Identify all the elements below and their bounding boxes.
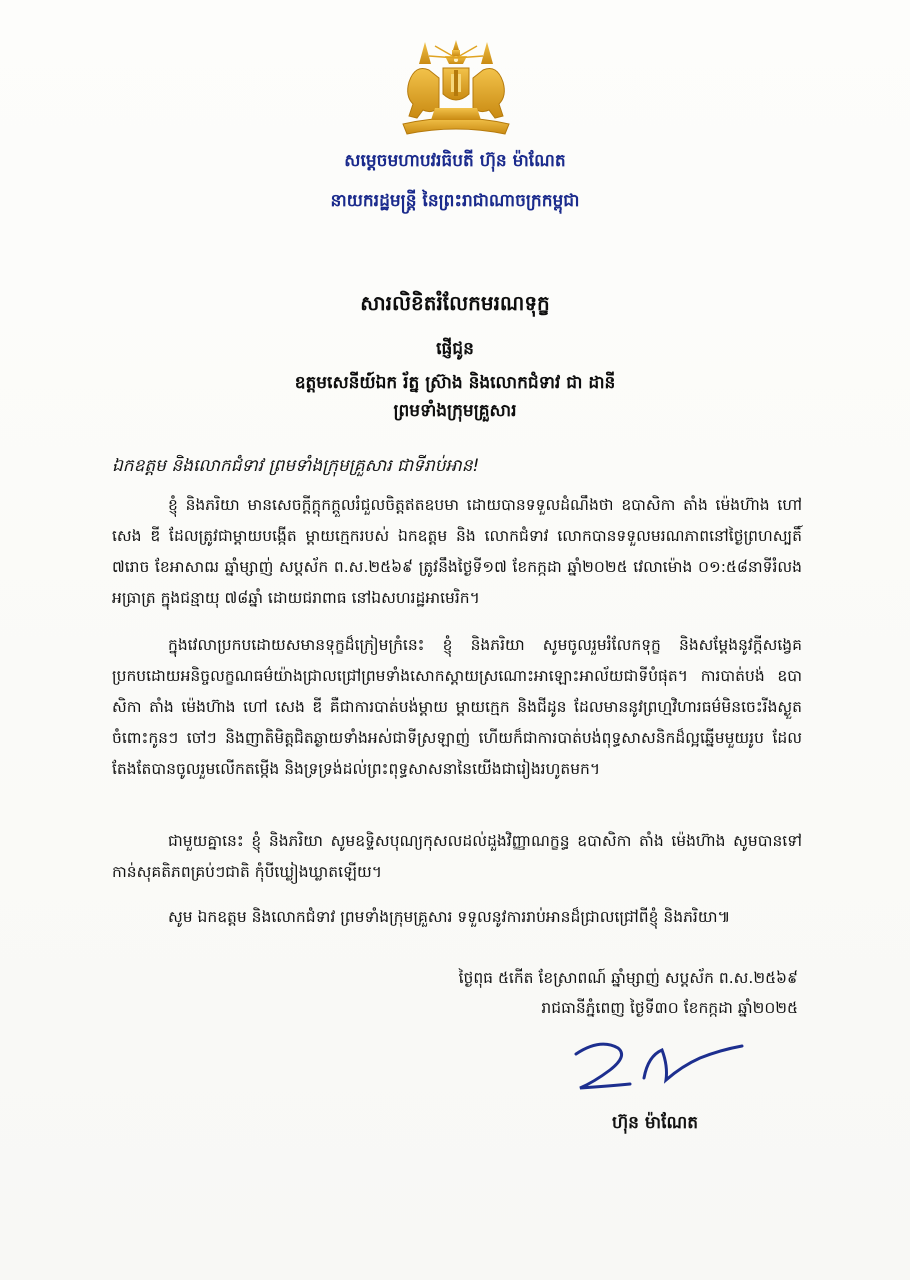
handwritten-signature-icon: [570, 1036, 750, 1098]
sender-name-title: សម្តេចមហាបវរធិបតី ហ៊ុន ម៉ាណែត: [344, 151, 566, 171]
lunar-date: ថ្ងៃពុធ ៥កើត ខែស្រាពណ៍ ឆ្នាំម្សាញ់ សប្តស័ក ព.ស.២៥៦៩: [458, 969, 798, 987]
body-paragraph-2: ក្នុងវេលាប្រកបដោយសមានទុក្ខដ៏ក្រៀមក្រំនេះ ខ្ញុំ និងភរិយា សូមចូលរួមរំលែកទុក្ខ និងសម្តែងនូវក្តីសង្វេគប្រកបដោយអនិច្ចលក្ខណធម៌យ៉ាងជ្រាលជ្រៅព្រមទាំងសោកស្តាយស្រណោះអាឡោះអាល័យជាទីបំផុត។ ការបាត់បង់ ឧបាសិកា តាំង ម៉េងហ៊ាង ហៅ សេង ឌី គឺជាការបាត់បង់ម្តាយ ម្តាយក្មេក និងជីដូន ដែលមាននូវព្រហ្មវិហារធម៌មិនចេះរីងស្ងួតចំពោះកូនៗ ចៅៗ និងញាតិមិត្តជិតឆ្ងាយទាំងអស់ជាទីស្រឡាញ់ ហើយក៏ជាការបាត់បង់ពុទ្ធសាសនិកដ៏ល្អឆ្នើមមួយរូប ដែលតែងតែបានចូលរួមលើកតម្កើង និងទ្រទ្រង់ដល់ព្រះពុទ្ធសាសនានៃយើងជារៀងរហូតមក។: [112, 636, 802, 778]
letter-title: សារលិខិតរំលែកមរណទុក្ខ: [360, 291, 550, 315]
sender-position: នាយករដ្ឋមន្ត្រី នៃព្រះរាជាណាចក្រកម្ពុជា: [330, 191, 580, 211]
salutation: ឯកឧត្តម និងលោកជំទាវ ព្រមទាំងក្រុមគ្រួសារ ជាទីរាប់អាន!: [112, 456, 480, 476]
recipient-family: ព្រមទាំងក្រុមគ្រួសារ: [393, 401, 517, 421]
body-paragraph-3: ជាមួយគ្នានេះ ខ្ញុំ និងភរិយា សូមឧទ្ទិសបុណ្យកុសលដល់ដួងវិញ្ញាណក្ខន្ធ ឧបាសិកា តាំង ម៉េងហ៊ាង សូមបានទៅកាន់សុគតិភពគ្រប់ៗជាតិ កុំបីឃ្លៀងឃ្លាតឡើយ។: [112, 832, 802, 881]
signer-name: ហ៊ុន ម៉ាណែត: [611, 1113, 699, 1133]
sent-to-label: ផ្ញើជូន: [436, 339, 474, 359]
place-and-solar-date: រាជធានីភ្នំពេញ ថ្ងៃទី៣០ ខែកក្កដា ឆ្នាំ២០២៥: [541, 999, 798, 1017]
body-paragraph-4: សូម ឯកឧត្តម និងលោកជំទាវ ព្រមទាំងក្រុមគ្រួសារ ទទួលនូវការរាប់អានដ៏ជ្រាលជ្រៅពីខ្ញុំ និងភរិយា៕: [168, 908, 731, 926]
recipient-name: ឧត្តមសេនីយ៍ឯក រ័ត្ន ស្រ៊ាង និងលោកជំទាវ ជា ដានី: [294, 373, 616, 393]
royal-coat-of-arms-icon: [395, 38, 517, 138]
body-paragraph-1: ខ្ញុំ និងភរិយា មានសេចក្តីក្តុកក្តួលរំជួលចិត្តឥតឧបមា ដោយបានទទួលដំណឹងថា ឧបាសិកា តាំង ម៉េងហ៊ាង ហៅ សេង ឌី ដែលត្រូវជាម្តាយបង្កើត ម្តាយក្មេករបស់ ឯកឧត្តម និង លោកជំទាវ លោកបានទទួលមរណភាពនៅថ្ងៃព្រហស្បតិ៍ ៧រោច ខែអាសាឍ ឆ្នាំម្សាញ់ សប្តស័ក ព.ស.២៥៦៩ ត្រូវនឹងថ្ងៃទី១៧ ខែកក្កដា ឆ្នាំ២០២៥ វេលាម៉ោង ០១:៥៨នាទីរំលងអធ្រាត្រ ក្នុងជន្មាយុ ៧៨ឆ្នាំ ដោយជរាពាធ នៅឯសហរដ្ឋអាមេរិក។: [112, 496, 802, 607]
